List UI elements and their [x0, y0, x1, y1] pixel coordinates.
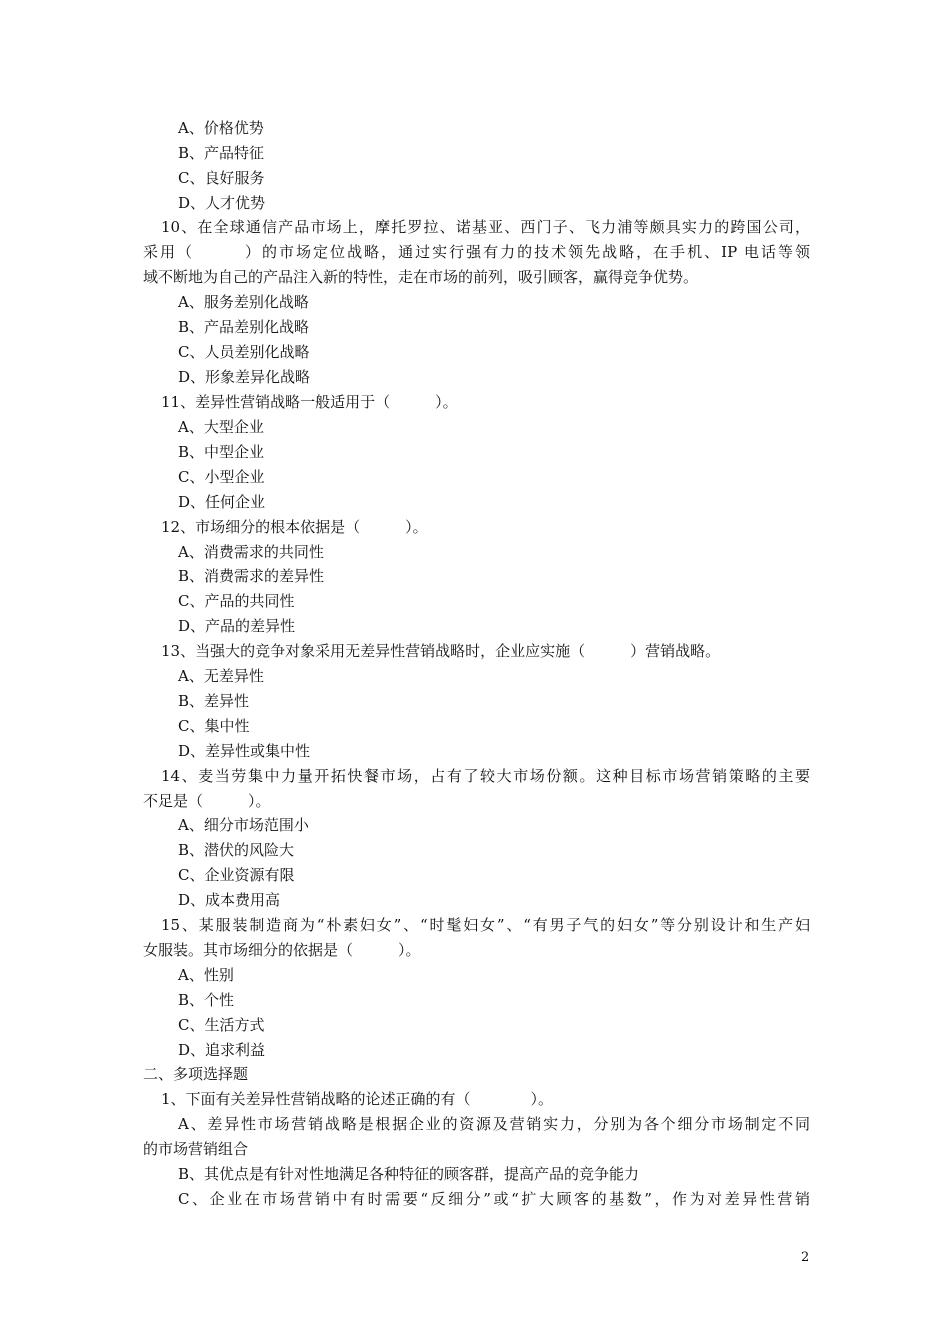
option-line: B、产品差别化战略 [178, 318, 310, 336]
option-line: B、消费需求的差异性 [178, 567, 325, 585]
section-heading: 二、多项选择题 [143, 1065, 249, 1083]
question-10-line-1: 10、在全球通信产品市场上，摩托罗拉、诺基亚、西门子、飞力浦等颇具实力的跨国公司， [161, 218, 810, 236]
option-line: B、个性 [178, 991, 235, 1009]
option-line: D、成本费用高 [178, 891, 281, 909]
option-c-line-1: C、企业在市场营销中有时需要“反细分”或“扩大顾客的基数”，作为对差异性营销 [178, 1190, 810, 1208]
option-line: B、潜伏的风险大 [178, 841, 295, 859]
option-line: C、小型企业 [178, 468, 265, 486]
question-15-line-1: 15、某服装制造商为“朴素妇女”、“时髦妇女”、“有男子气的妇女”等分别设计和生产妇 [161, 916, 810, 934]
question-15-line-2: 女服装。其市场细分的依据是（ ）。 [143, 941, 421, 959]
multi-question-1: 1、下面有关差异性营销战略的论述正确的有（ ）。 [161, 1090, 554, 1108]
option-line: B、中型企业 [178, 443, 265, 461]
option-b: B、其优点是有针对性地满足各种特征的顾客群，提高产品的竞争能力 [178, 1165, 640, 1183]
option-line: B、产品特征 [178, 144, 265, 162]
option-line: D、追求利益 [178, 1041, 266, 1059]
option-line: A、无差异性 [178, 667, 264, 685]
option-line: C、生活方式 [178, 1016, 265, 1034]
question-11: 11、差异性营销战略一般适用于（ ）。 [161, 393, 458, 411]
option-line: D、任何企业 [178, 493, 266, 511]
option-line: C、人员差别化战略 [178, 343, 310, 361]
option-line: C、产品的共同性 [178, 592, 295, 610]
page-number: 2 [801, 1250, 810, 1265]
option-line: B、差异性 [178, 692, 250, 710]
option-a-line-2: 的市场营销组合 [143, 1140, 249, 1158]
question-12: 12、市场细分的根本依据是（ ）。 [161, 518, 428, 536]
option-line: A、服务差别化战略 [178, 293, 309, 311]
option-line: C、企业资源有限 [178, 866, 295, 884]
option-line: A、大型企业 [178, 418, 264, 436]
option-line: C、集中性 [178, 717, 250, 735]
question-10-line-2: 采用（ ）的市场定位战略，通过实行强有力的技术领先战略，在手机、IP 电话等领 [143, 243, 810, 261]
option-line: D、产品的差异性 [178, 617, 296, 635]
question-13: 13、当强大的竞争对象采用无差异性营销战略时，企业应实施（ ）营销战略。 [161, 642, 721, 660]
option-line: A、细分市场范围小 [178, 816, 309, 834]
option-a-line-1: A、差异性市场营销战略是根据企业的资源及营销实力，分别为各个细分市场制定不同 [178, 1115, 810, 1133]
option-line: D、人才优势 [178, 194, 266, 212]
question-14-line-1: 14、麦当劳集中力量开拓快餐市场，占有了较大市场份额。这种目标市场营销策略的主要 [161, 767, 810, 785]
option-line: A、性别 [178, 966, 234, 984]
option-line: D、形象差异化战略 [178, 368, 311, 386]
option-line: A、价格优势 [178, 119, 264, 137]
option-line: D、差异性或集中性 [178, 742, 311, 760]
question-14-line-2: 不足是（ ）。 [143, 792, 271, 810]
option-line: C、良好服务 [178, 169, 265, 187]
option-line: A、消费需求的共同性 [178, 543, 324, 561]
question-10-line-3: 域不断地为自己的产品注入新的特性，走在市场的前列，吸引顾客，赢得竞争优势。 [143, 268, 699, 286]
